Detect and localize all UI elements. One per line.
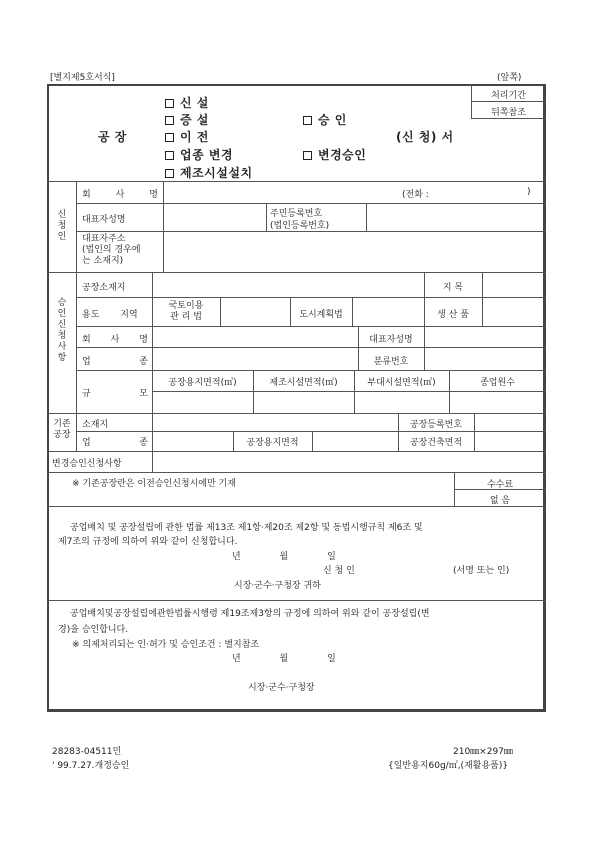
checkbox-icon — [165, 169, 174, 178]
checkbox-icon — [165, 151, 174, 160]
approval-date: 년 월 일 — [232, 654, 336, 664]
approval-text-2: 경)을 승인합니다. — [58, 625, 129, 635]
aux-area-label: 부대시설면적(㎡) — [367, 378, 436, 388]
checkbox-icon — [303, 151, 312, 160]
existing-site-area-label: 공장용지면적 — [246, 438, 299, 448]
checkbox-icon — [165, 133, 174, 142]
product-label: 생 산 품 — [437, 310, 469, 320]
applicant-name-label: 신 청 인 — [323, 566, 355, 576]
resident-no-label: 주민등록번호 — [270, 209, 323, 219]
application-text-1: 공업배치 및 공장설립에 관한 법률 제13조 제1항·제20조 제2항 및 동법시행규칙 제6조 및 — [70, 523, 423, 533]
land-law-label: 국토이용 관 리 법 — [168, 301, 204, 322]
land-category-label: 지 목 — [442, 283, 464, 293]
form-id: [별지제5호서식] — [50, 73, 115, 83]
applicant-section-label: 신 청 인 — [57, 210, 67, 242]
class-no-label: 분류번호 — [373, 357, 409, 367]
applicant-phone-close: ) — [527, 187, 531, 197]
title-option-approval[interactable]: 승 인 — [303, 111, 347, 128]
applicant-company-name-label: 회 사 명 — [82, 190, 158, 200]
applicant-address-label: 대표자주소 (법인의 경우에 는 소재지) — [82, 234, 141, 266]
corp-no-label: (법인등록번호) — [270, 221, 330, 231]
title-option-facility-install[interactable]: 제조시설설치 — [165, 164, 253, 181]
factory-location-label: 공장소재지 — [82, 283, 126, 293]
processing-value: 뒤쪽참조 — [491, 108, 526, 118]
use-area-label: 용도 지역 — [82, 310, 138, 320]
existing-location-label: 소재지 — [82, 420, 109, 430]
title-option-relocate[interactable]: 이 전 — [165, 128, 209, 145]
approval-rep-name-label: 대표자성명 — [369, 335, 413, 345]
approval-note: ※ 의제처리되는 인·허가 및 승인조건 : 별지참조 — [72, 640, 260, 650]
title-suffix: (신 청) 서 — [396, 130, 454, 144]
applicant-rep-name-label: 대표자성명 — [82, 215, 126, 225]
footer-revision: ' 99.7.27.개정승인 — [52, 761, 130, 771]
site-area-label: 공장용지면적(㎡) — [168, 378, 237, 388]
checkbox-icon — [165, 116, 174, 125]
sign-label: (서명 또는 인) — [453, 566, 510, 576]
footer-size: 210㎜×297㎜ — [453, 747, 513, 757]
footer-code: 28283-04511민 — [52, 747, 122, 757]
fee-value: 없 음 — [489, 496, 511, 506]
existing-note: ※ 기존공장란은 이전승인신청시에만 기재 — [72, 479, 236, 489]
title-option-change-approval[interactable]: 변경승인 — [303, 146, 366, 163]
approval-section-label: 승 인 신 청 사 항 — [57, 298, 67, 363]
existing-building-area-label: 공장건축면적 — [409, 438, 463, 448]
application-text-2: 제7조의 규정에 의하여 위와 같이 신청합니다. — [58, 537, 238, 547]
title-option-industry-change[interactable]: 업종 변경 — [165, 146, 233, 163]
addressee: 시장·군수·구청장 귀하 — [234, 581, 321, 591]
title-option-expand[interactable]: 증 설 — [165, 111, 209, 128]
existing-industry-label: 업 종 — [82, 438, 148, 448]
approval-company-name-label: 회 사 명 — [82, 335, 148, 345]
fee-label: 수수료 — [486, 480, 514, 490]
checkbox-icon — [303, 116, 312, 125]
approval-text-1: 공업배치및공장설립에관한법률시행령 제19조제3항의 규정에 의하여 위와 같이 공장설립(변 — [70, 609, 430, 619]
existing-section-label: 기존 공장 — [53, 419, 71, 440]
scale-label: 규 모 — [82, 389, 148, 399]
checkbox-icon — [165, 99, 174, 108]
mfg-area-label: 제조시설면적(㎡) — [269, 378, 338, 388]
change-items-label: 변경승인신청사항 — [52, 459, 122, 469]
employees-label: 종업원수 — [480, 378, 515, 388]
processing-label: 처리기간 — [491, 91, 526, 101]
approval-industry-label: 업 종 — [82, 357, 148, 367]
footer-paper: {일반용지60g/㎡,(재활용품)} — [388, 761, 509, 771]
application-date: 년 월 일 — [232, 552, 336, 562]
applicant-phone[interactable]: (전화 : — [402, 190, 429, 200]
city-plan-label: 도시계획법 — [299, 310, 343, 320]
page-side: (앞쪽) — [497, 73, 522, 83]
title-facility: 공 장 — [98, 130, 127, 144]
approval-authority: 시장·군수·구청장 — [248, 683, 315, 693]
title-option-new[interactable]: 신 설 — [165, 94, 209, 111]
existing-reg-no-label: 공장등록번호 — [409, 420, 463, 430]
